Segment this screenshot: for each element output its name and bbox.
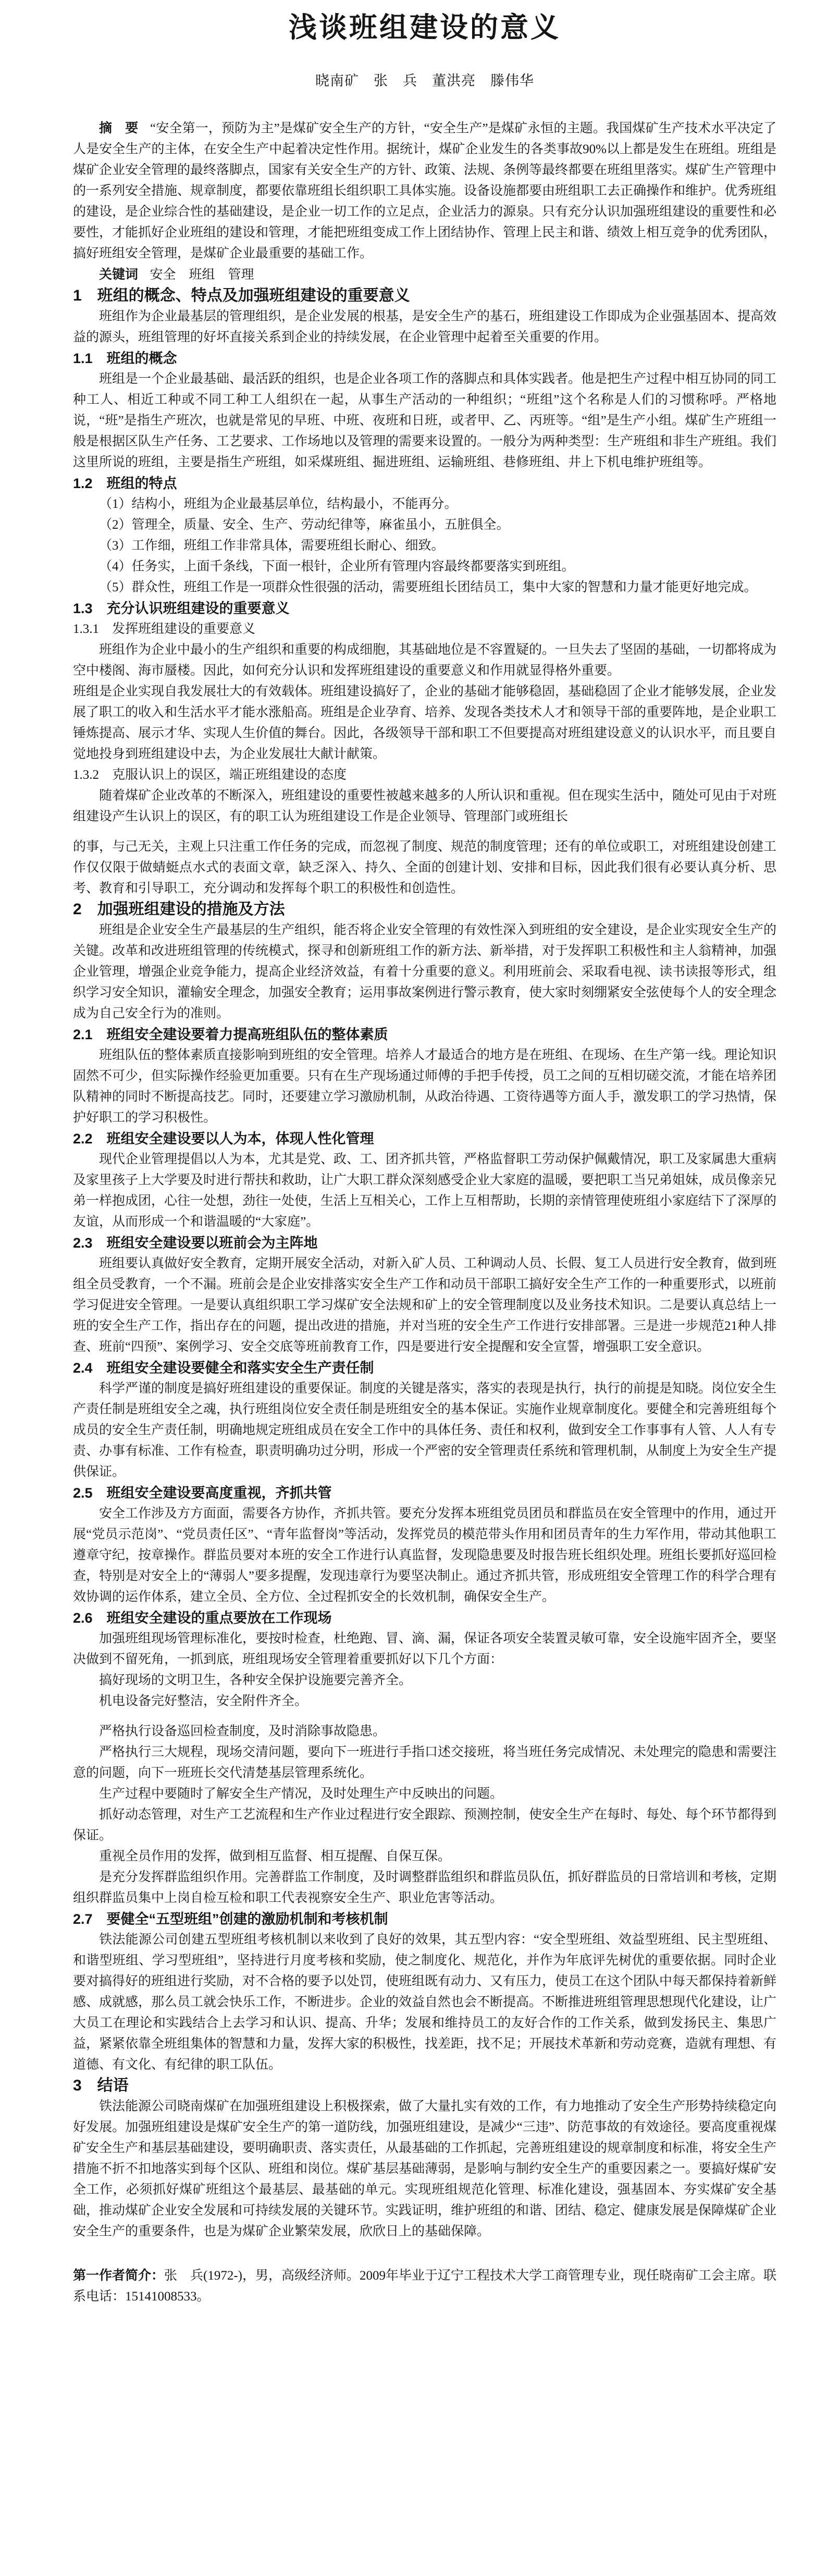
- subsubsection-heading: 1.3.1 发挥班组建设的重要意义: [73, 622, 256, 636]
- paragraph: 严格执行设备巡回检查制度，及时消除事故隐患。: [99, 1724, 386, 1738]
- paragraph: 科学严谨的制度是搞好班组建设的重要保证。制度的关键是落实，落实的表现是执行，执行的前提是知晓。岗位安全生产责任制是班组安全之魂，执行班组岗位安全责任制是班组安全的基本保证。实施作业规章制度化。要健全和完善班组每个成员的安全生产责任制，明确地规定班组成员在安全工作中的具体任务、责任和权利，做到安全工作事事有人管、人人有专责、办事有标准、工作有检查，职责明确功过分明，形成一个严密的安全管理责任系统和管理机制，从制度上为安全生产提供保证。: [73, 1382, 777, 1479]
- paragraph: 铁法能源公司创建五型班组考核机制以来收到了良好的效果，其五型内容：“安全型班组、效益型班组、民主型班组、和谐型班组、学习型班组”，坚持进行月度考核和奖励，使之制度化、规范化，并作为年底评先树优的重要依据。同时企业要对搞得好的班组进行奖励，对不合格的要予以处罚，使班组既有动力、又有压力，使员工在这个团队中每天都保持着新鲜感、成就感，那么员工就会快乐工作，不断进步。企业的效益自然也会不断提高。不断推进班组管理思想现代化建设，让广大员工在理论和实践结合上去学习和认识、提高、升华；发展和维持员工的友好合作的工作关系，做到发扬民主、集思广益，紧紧依靠全班组集体的智慧和力量，发挥大家的积极性，找差距，找不足；开展技术革新和劳动竞赛，造就有理想、有道德、有文化、有纪律的职工队伍。: [73, 1933, 777, 2072]
- paragraph: 随着煤矿企业改革的不断深入，班组建设的重要性被越来越多的人所认识和重视。但在现实生活中，随处可见由于对班组建设产生认识上的误区，有的职工认为班组建设工作是企业领导、管理部门或班组长: [73, 789, 777, 824]
- paragraph: 搞好现场的文明卫生，各种安全保护设施要完善齐全。: [99, 1673, 412, 1687]
- paragraph: （5）群众性，班组工作是一项群众性很强的活动，需要班组长团结员工，集中大家的智慧和力量才能更好地完成。: [99, 580, 757, 594]
- paragraph: 班组作为企业中最小的生产组织和重要的构成细胞，其基础地位是不容置疑的。一旦失去了坚固的基础，一切都将成为空中楼阁、海市蜃楼。因此，如何充分认识和发挥班组建设的重要意义和作用就显得格外重要。: [73, 643, 777, 678]
- paragraph: 现代企业管理提倡以人为本，尤其是党、政、工、团齐抓共管，严格监督职工劳动保护佩戴情况，职工及家属患大重病及家里孩子上大学要及时进行帮扶和救助，让广大职工群众深刻感受企业大家庭的温暖，要把职工当兄弟姐妹，成员像亲兄弟一样抱成团，心往一处想，劲往一处使，生活上互相关心，工作上互相帮助，长期的亲情管理使班组小家庭结下了深厚的友谊，从而形成一个和谐温暖的“大家庭”。: [73, 1152, 777, 1229]
- paragraph: 班组队伍的整体素质直接影响到班组的安全管理。培养人才最适合的地方是在班组、在现场、在生产第一线。理论知识固然不可少，但实际操作经验更加重要。只有在生产现场通过师傅的手把手传授，员工之间的互相切磋交流，才能在培养团队精神的同时不断提高技艺。同时，还要建立学习激励机制，从政治待遇、工资待遇等方面人手，激发职工的学习热情，保护好职工的学习积极性。: [73, 1048, 777, 1125]
- abstract-label: 摘 要: [99, 121, 139, 135]
- subsection-heading: 1.1 班组的概念: [73, 351, 177, 366]
- keywords-label: 关键词: [99, 267, 139, 282]
- spacer: [73, 2242, 776, 2265]
- paragraph: 班组是企业安全生产最基层的生产组织，能否将企业安全管理的有效性深入到班组的安全建设，是企业实现安全生产的关键。改革和改进班组管理的传统模式，探寻和创新班组工作的新方法、新举措，对于发挥职工积极性和主人翁精神，加强企业管理，增强企业竞争能力，提高企业经济效益，有着十分重要的意义。利用班前会、采取看电视、读书读报等形式，组织学习安全知识，灌输安全理念，加强安全教育；运用事故案例进行警示教育，使大家时刻绷紧安全弦使每个人的安全理念成为自己安全行为的准则。: [73, 923, 777, 1021]
- subsection-heading: 2.3 班组安全建设要以班前会为主阵地: [73, 1235, 318, 1251]
- abstract-text: “安全第一，预防为主”是煤矿安全生产的方针，“安全生产”是煤矿永恒的主题。我国煤矿生产技术水平决定了人是安全生产的主体，在安全生产中起着决定性作用。据统计，煤矿企业发生的各类事故90%以上都是发生在班组。班组是煤矿企业安全管理的最终落脚点，国家有关安全生产的方针、政策、法规、条例等最终都要在班组里落实。煤矿生产管理中的一系列安全措施、规章制度，都要依靠班组长组织职工具体实施。设备设施都要由班组职工去正确操作和维护。优秀班组的建设，是企业综合性的基础建设，是企业一切工作的立足点，企业活力的源泉。只有充分认识加强班组建设的重要性和必要性，才能抓好企业班组的建设和管理，才能把班组变成工作上团结协作、管理上民主和谐、绩效上相互竞争的优秀团队，搞好班组安全管理，是煤矿企业最重要的基础工作。: [73, 121, 777, 260]
- paragraph: 重视全员作用的发挥，做到相互监督、相互提醒、自保互保。: [99, 1849, 451, 1863]
- paragraph: 严格执行三大规程，现场交清问题，要向下一班进行手指口述交接班，将当班任务完成情况、未处理完的隐患和需要注意的问题，向下一班班长交代清楚基层管理系统化。: [73, 1745, 777, 1780]
- author-bio: [73, 2265, 776, 2307]
- paragraph: 是充分发挥群监组织作用。完善群监工作制度，及时调整群监组织和群监员队伍，抓好群监员的日常培训和考核，定期组织群监员集中上岗自检互检和职工代表视察安全生产、职业危害等活动。: [73, 1870, 777, 1905]
- subsection-heading: 2.1 班组安全建设要着力提高班组队伍的整体素质: [73, 1027, 388, 1042]
- abstract-paragraph: [73, 118, 776, 264]
- subsection-heading: 2.7 要健全“五型班组”创建的激励机制和考核机制: [73, 1911, 388, 1927]
- paragraph: （3）工作细，班组工作非常具体，需要班组长耐心、细致。: [99, 539, 445, 553]
- keywords-line: [73, 264, 776, 285]
- subsection-heading: 2.5 班组安全建设要高度重视，齐抓共管: [73, 1485, 332, 1501]
- section-heading: 3 结语: [73, 2077, 129, 2094]
- authors-line: 晓南矿 张 兵 董洪亮 滕伟华: [315, 73, 534, 89]
- paragraph: （2）管理全，质量、安全、生产、劳动纪律等，麻雀虽小，五脏俱全。: [99, 518, 510, 532]
- paragraph: 班组要认真做好安全教育，定期开展安全活动，对新入矿人员、工种调动人员、长假、复工人员进行安全教育，做到班组全员受教育，一个不漏。班前会是企业安排落实安全生产工作和动员干部职工搞好安全生产工作的一种重要形式，以班前学习促进安全管理。一是要认真组织职工学习煤矿安全法规和矿上的安全管理制度以及业务技术知识。二是要认真总结上一班的安全生产工作，指出存在的问题，提出改进的措施，并对当班的安全生产工作进行安排部署。三是进一步规范21种人排查、班前“四预”、案例学习、安全交底等班前教育工作，四是要进行安全提醒和安全宣誓，增强职工安全意识。: [73, 1256, 777, 1354]
- section-heading: 2 加强班组建设的措施及方法: [73, 901, 285, 918]
- paragraph: 抓好动态管理，对生产工艺流程和生产作业过程进行安全跟踪、预测控制，使安全生产在每时、每处、每个环节都得到保证。: [73, 1808, 777, 1843]
- paragraph: 生产过程中要随时了解安全生产情况，及时处理生产中反映出的问题。: [99, 1787, 503, 1801]
- subsection-heading: 1.2 班组的特点: [73, 476, 177, 491]
- paragraph: 加强班组现场管理标准化，要按时检查，杜绝跑、冒、滴、漏，保证各项安全装置灵敏可靠，安全设施牢固齐全，要坚决做到不留死角，一抓到底，班组现场安全管理着重要抓好以下几个方面：: [73, 1632, 777, 1666]
- paragraph: （1）结构小，班组为企业最基层单位，结构最小，不能再分。: [99, 497, 458, 511]
- subsubsection-heading: 1.3.2 克服认识上的误区，端正班组建设的态度: [73, 768, 347, 782]
- paragraph: （4）任务实，上面千条线，下面一根针，企业所有管理内容最终都要落实到班组。: [99, 559, 575, 574]
- subsection-heading: 2.2 班组安全建设要以人为本，体现人性化管理: [73, 1131, 374, 1147]
- section-heading: 1 班组的概念、特点及加强班组建设的重要意义: [73, 287, 410, 304]
- author-bio-label: 第一作者简介：: [73, 2268, 165, 2283]
- paragraph: 安全工作涉及方方面面，需要各方协作，齐抓共管。要充分发挥本班组党员团员和群监员在安全管理中的作用，通过开展“党员示范岗”、“党员责任区”、“青年监督岗”等活动，发挥党员的模范带头作用和团员青年的生力军作用，带动其他职工遵章守纪，按章操作。群监员要对本班的安全工作进行认真监督，发现隐患要及时报告班长组织处理。班组长要抓好巡回检查，特别是对安全上的“薄弱人”要多提醒，发现违章行为要坚决制止。通过齐抓共管，形成班组安全管理工作的科学合理有效协调的运作体系，建立全员、全方位、全过程抓安全的长效机制，确保安全生产。: [73, 1507, 777, 1604]
- paragraph: 铁法能源公司晓南煤矿在加强班组建设上积极探索，做了大量扎实有效的工作，有力地推动了安全生产形势持续稳定向好发展。加强班组建设是煤矿安全生产的第一道防线，加强班组建设，是减少“三违”、防范事故的有效途径。要高度重视煤矿安全生产和基层基础建设，要明确职责、落实责任，从最基础的工作抓起，完善班组建设的规章制度和标准，将安全生产措施不折不扣地落实到每个区队、班组和岗位。煤矿基层基础薄弱，是影响与制约安全生产的重要因素之一。要搞好煤矿安全工作，必须抓好煤矿班组这个最基层、最基础的单元。实现班组规范化管理、标准化建设，强基固本、夯实煤矿安全基础，推动煤矿企业安全发展和可持续发展的关键环节。实践证明，维护班组的和谐、团结、稳定、健康发展是保障煤矿企业安全生产的重要条件，也是为煤矿企业繁荣发展，欣欣日上的基础保障。: [73, 2099, 777, 2238]
- subsection-heading: 2.4 班组安全建设要健全和落实安全生产责任制: [73, 1360, 374, 1376]
- paragraph: 班组是一个企业最基础、最活跃的组织，也是企业各项工作的落脚点和具体实践者。他是把生产过程中相互协同的同工种工人、相近工种或不同工种工人组织在一起，从事生产活动的一种组织；“班组”这个名称是人们的习惯称呼。严格地说，“班”是指生产班次，也就是常见的早班、中班、夜班和日班，或者甲、乙、丙班等。“组”是生产小组。煤矿生产班组一般是根据区队生产任务、工艺要求、工作场地以及管理的需要来设置的。一般分为两种类型：生产班组和非生产班组。我们这里所说的班组，主要是指生产班组，如采煤班组、掘进班组、运输班组、巷修班组、井上下机电维护班组等。: [73, 372, 777, 469]
- paragraph: 机电设备完好整洁，安全附件齐全。: [99, 1694, 308, 1708]
- subsection-heading: 1.3 充分认识班组建设的重要意义: [73, 601, 290, 616]
- keywords-text: 安全 班组 管理: [150, 268, 254, 282]
- subsection-heading: 2.6 班组安全建设的重点要放在工作现场: [73, 1610, 332, 1626]
- author-bio-text: 张 兵(1972-)，男，高级经济师。2009年毕业于辽宁工程技术大学工商管理专业，现任晓南矿工会主席。联系电话：15141008533。: [73, 2269, 776, 2304]
- paragraph: 班组作为企业最基层的管理组织，是企业发展的根基，是安全生产的基石，班组建设工作即成为企业强基固本、提高效益的源头，班组管理的好坏直接关系到企业的持续发展，在企业管理中起着至关重要的作用。: [73, 309, 777, 344]
- paragraph: 班组是企业实现自我发展壮大的有效载体。班组建设搞好了，企业的基础才能够稳固，基础稳固了企业才能够发展，企业发展了职工的收入和生活水平才能水涨船高。班组是企业孕育、培养、发现各类技术人才和领导干部的重要阵地，是企业职工锤炼提高、展示才华、实现人生价值的舞台。因此，各级领导干部和职工不但要提高对班组建设意义的认识水平，而且要自觉地投身到班组建设中去，为企业发展壮大献计献策。: [73, 685, 777, 761]
- page-title: 浅谈班组建设的意义: [289, 12, 561, 43]
- document-body: [73, 285, 776, 2265]
- spacer: [73, 827, 776, 837]
- paragraph: 的事，与己无关，主观上只注重工作任务的完成，而忽视了制度、规范的制度管理；还有的单位或职工，对班组建设创建工作仅仅限于做蜻蜓点水式的表面文章，缺乏深入、持久、全面的创建计划、安排和目标，因此我们很有必要认真分析、思考、教育和引导职工，充分调动和发挥每个职工的积极性和创造性。: [73, 840, 777, 895]
- spacer: [73, 1712, 776, 1721]
